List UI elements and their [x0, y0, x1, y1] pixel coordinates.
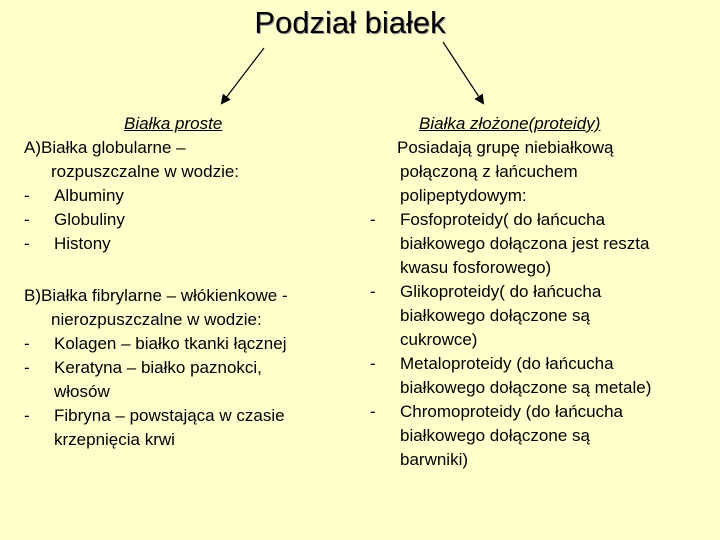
group-a-cont: rozpuszczalne w wodzie: [51, 162, 240, 181]
complex-proteins-column [370, 112, 710, 472]
list-item-text: barwniki) [400, 450, 469, 469]
list-item-text: białkowego dołączona jest reszta [400, 234, 650, 253]
list-item: - Chromoproteidy (do łańcucha białkowego dołączone są barwniki) [370, 402, 624, 469]
intro-line: polipeptydowym: [400, 186, 527, 205]
complex-proteins-heading: Białka złożone(proteidy) [419, 114, 601, 133]
list-item-text: Keratyna – białko paznokci, [54, 358, 262, 377]
list-item: - Fibryna – powstająca w czasie krzepnięcia krwi [24, 406, 285, 449]
page-title: Podział białek [254, 5, 446, 40]
list-item-text: Globuliny [54, 210, 125, 229]
arrow-right [443, 42, 483, 103]
intro-line: Posiadają grupę niebiałkową [397, 138, 614, 157]
list-item: - Albuminy [24, 186, 124, 205]
list-item: - Histony [24, 234, 111, 253]
list-item: - Glikoproteidy( do łańcucha białkowego dołączone są cukrowce) [370, 282, 602, 349]
simple-proteins-column [24, 112, 354, 452]
list-item-text: Albuminy [54, 186, 124, 205]
list-item-text: Fosfoproteidy( do łańcucha [400, 210, 606, 229]
list-item-text: włosów [54, 382, 110, 401]
list-item-text: kwasu fosforowego) [400, 258, 552, 277]
intro-line: połączoną z łańcuchem [400, 162, 578, 181]
arrow-left [222, 48, 264, 103]
list-item-text: cukrowce) [400, 330, 478, 349]
list-item-text: Metaloproteidy (do łańcucha [400, 354, 614, 373]
list-item-text: krzepnięcia krwi [54, 430, 175, 449]
simple-proteins-heading: Białka proste [124, 114, 223, 133]
list-item: - Keratyna – białko paznokci, włosów [24, 358, 262, 401]
list-item-text: Fibryna – powstająca w czasie [54, 406, 285, 425]
list-item-text: Glikoproteidy( do łańcucha [400, 282, 602, 301]
list-item-text: Chromoproteidy (do łańcucha [400, 402, 624, 421]
list-item-text: białkowego dołączone są [400, 426, 590, 445]
list-item: - Metaloproteidy (do łańcucha białkowego dołączone są metale) [370, 354, 652, 397]
complex-proteins-intro [370, 136, 710, 208]
list-item-text: białkowego dołączone są metale) [400, 378, 652, 397]
list-item-text: Kolagen – białko tkanki łącznej [54, 334, 287, 353]
group-a-label: A)Białka globularne – [24, 138, 186, 157]
list-item: - Fosfoproteidy( do łańcucha białkowego dołączona jest reszta kwasu fosforowego) [370, 210, 650, 277]
list-item: - Globuliny [24, 210, 125, 229]
list-item-text: białkowego dołączone są [400, 306, 590, 325]
group-b-label: B)Białka fibrylarne – włókienkowe - [24, 286, 288, 305]
group-b-cont: nierozpuszczalne w wodzie: [51, 310, 262, 329]
list-item-text: Histony [54, 234, 111, 253]
list-item: - Kolagen – białko tkanki łącznej [24, 334, 287, 353]
